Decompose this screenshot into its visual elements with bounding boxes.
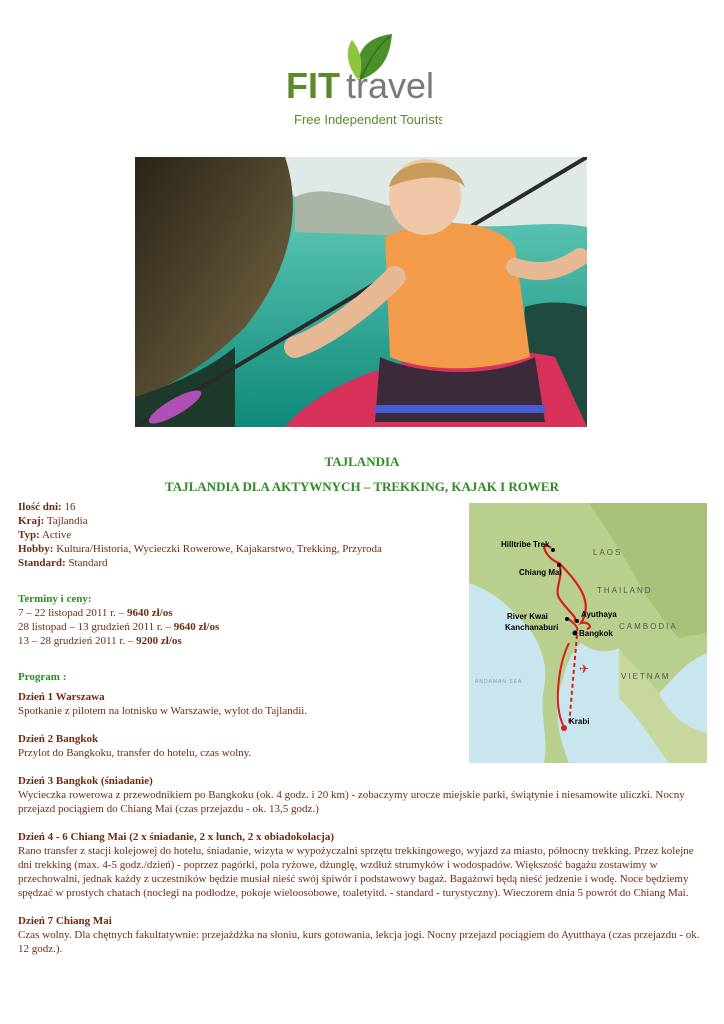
trip-info [18,500,458,570]
info-standard: Standard: Standard [18,557,108,569]
map-label-chiang-mai: Chiang Mai [519,568,562,577]
map-label-krabi: Krabi [569,717,590,726]
term-item: 7 – 22 listopad 2011 r. – 9640 zł/os [18,607,173,619]
map-country-thailand: THAILAND [597,586,653,595]
map-country-cambodia: CAMBODIA [619,622,678,631]
map-label-river-kwai: River Kwai [507,612,548,621]
day-title: Dzień 3 Bangkok (śniadanie) [18,775,153,787]
map-label-ayuthaya: Ayuthaya [581,610,617,619]
trip-details [18,500,708,956]
map-country-laos: LAOS [593,548,623,557]
day-text: Spotkanie z pilotem na lotnisku w Warszawie, wylot do Tajlandii. [18,705,308,717]
term-item: 28 listopad – 13 grudzień 2011 r. – 9640 zł/os [18,621,220,633]
term-item: 13 – 28 grudzień 2011 r. – 9200 zł/os [18,635,182,647]
day-item [18,774,708,816]
info-days: Ilość dni: 16 [18,501,76,513]
info-country: Kraj: Tajlandia [18,515,88,527]
map-label-kanchanaburi: Kanchanaburi [505,623,559,632]
map-label-hilltribe: Hilltribe Trek [501,540,550,549]
day-item [18,732,708,760]
svg-text:✈: ✈ [579,662,590,676]
day-title: Dzień 7 Chiang Mai [18,915,112,927]
day-text: Wycieczka rowerowa z przewodnikiem po Bangkoku (ok. 4 godz. i 20 km) - zobaczymy urocze miejskie parki, świątynie i niesamowite uliczki. Nocny przejazd pociągiem do Chiang Mai (czas przejazdu - ok. 13,5 godz.) [18,789,685,815]
day-item [18,830,708,900]
day-text: Przylot do Bangkoku, transfer do hotelu, czas wolny. [18,747,252,759]
logo-brand-travel: travel [346,65,435,106]
map-country-vietnam: VIETNAM [621,672,671,681]
map-sea-andaman: ANDAMAN SEA [475,679,523,685]
day-text: Rano transfer z stacji kolejowej do hotelu, śniadanie, wizyta w wypożyczalni sprzętu trekkingowego, wyjazd za miasto, północny trekking. Przez kolejne dni trekking (max. 4-5 godz./dzień) - poprzez pagórki, pola ryżowe, dżunglę, wzdłuż strumyków i wodospadów. Większość bagażu zostawimy w przechowalni, jednak każdy z uczestników będzie musiał nieść swój śpiwór i podstawowy bagaż. Bagażowi będą nieść jedzenie i wodę. Noce będziemy spędzać w prostych chatach (noclegi na podłodze, pokoje wieloosobowe, toaletyitd. - standard - turystyczny). Wieczorem dnia 5 powrót do Chiang Mai. [18,845,694,899]
page-subtitle: TAJLANDIA DLA AKTYWNYCH – TREKKING, KAJAK I ROWER [165,479,559,494]
day-item [18,914,708,956]
page-title: TAJLANDIA [324,454,400,469]
day-text: Czas wolny. Dla chętnych fakultatywnie: przejażdżka na słoniu, kurs gotowania, lekcja jogi. Nocny przejazd pociągiem do Ayutthaya (czas przejazdu - ok. 12 godz.). [18,929,700,955]
kayak-photo [135,157,587,427]
day-title: Dzień 4 - 6 Chiang Mai (2 x śniadanie, 2 x lunch, 2 x obiadokolacja) [18,831,334,843]
info-type: Typ: Active [18,529,72,541]
logo-brand-fit: FIT [286,65,340,106]
map-label-bangkok: Bangkok [579,629,613,638]
day-title: Dzień 2 Bangkok [18,733,99,745]
info-hobby: Hobby: Kultura/Historia, Wycieczki Rowerowe, Kajakarstwo, Trekking, Przyroda [18,543,382,555]
day-title: Dzień 1 Warszawa [18,691,105,703]
terms-heading: Terminy i ceny: [18,593,92,605]
logo-tagline: Free Independent Tourists [294,112,442,127]
fit-travel-logo [282,32,442,130]
program-heading: Program : [18,671,67,683]
day-item [18,690,708,718]
